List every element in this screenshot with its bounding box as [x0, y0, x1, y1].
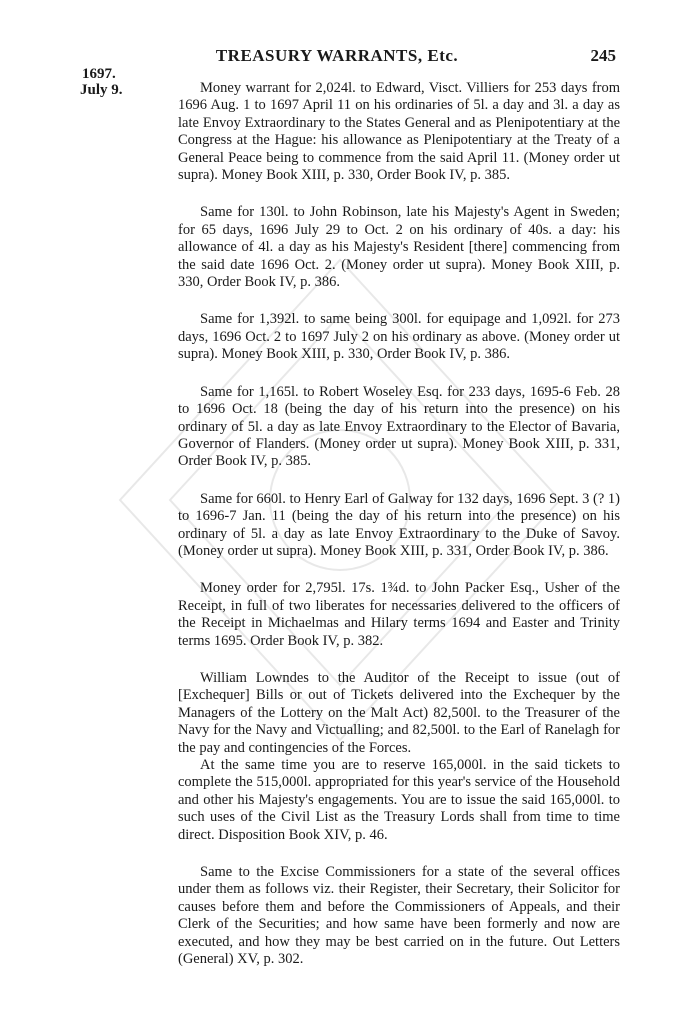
entry-robinson-2: Same for 1,392l. to same being 300l. for equipage and 1,092l. for 273 days, 1696 Oct. 2 to 1697 July 2 on his ordinary as above. (Money order ut supra). Money Book XIII, p. 330, Order Book IV, p. 386.: [178, 311, 620, 363]
page-header: [0, 46, 674, 68]
entry-excise: Same to the Excise Commissioners for a state of the several offices under them as follows viz. their Register, their Secretary, their Solicitor for causes before them and before the Commissioners of Appeals, and their Clerk of the Securities; and how same have been formerly and now are executed, and how they may be best carried on in the future. Out Letters (General) XV, p. 302.: [178, 864, 620, 968]
entry-robinson-1: Same for 130l. to John Robinson, late his Majesty's Agent in Sweden; for 65 days, 1696 July 29 to Oct. 2 on his ordinary of 40s. a day: his allowance of 4l. a day as his Majesty's Resident [there] commencing from the said date 1696 Oct. 2. (Money order ut supra). Money Book XIII, p. 330, Order Book IV, p. 386.: [178, 204, 620, 291]
entry-galway: Same for 660l. to Henry Earl of Galway for 132 days, 1696 Sept. 3 (? 1) to 1696-7 Jan. 11 (being the day of his return into the presence) on his ordinary of 5l. a day as late Envoy Extraordinary to the Duke of Savoy. (Money order ut supra). Money Book XIII, p. 331, Order Book IV, p. 386.: [178, 490, 620, 559]
entry-lowndes: William Lowndes to the Auditor of the Receipt to issue (out of [Exchequer] Bills or out of Tickets delivered into the Exchequer by the Managers of the Lottery on the Malt Act) 82,500l. to the Treasurer of the Navy for the Navy and Victualling; and 82,500l. to the Earl of Ranelagh for the pay and contingencies of the Forces.: [178, 669, 620, 756]
running-title: TREASURY WARRANTS, Etc.: [215, 46, 459, 65]
margin-date: July 9.: [80, 82, 123, 98]
margin-year: 1697.: [82, 66, 116, 82]
entry-lowndes-continued: At the same time you are to reserve 165,000l. in the said tickets to complete the 515,000l. appropriated for this year's service of the Household and other his Majesty's engagements. You are to issue the said 165,000l. to such uses of the Civil List as the Treasury Lords shall from time to time direct. Disposition Book XIV, p. 46.: [178, 757, 620, 843]
entry-woseley: Same for 1,165l. to Robert Woseley Esq. for 233 days, 1695-6 Feb. 28 to 1696 Oct. 18 (being the day of his return into the presence) on his ordinary of 5l. a day as late Envoy Extraordinary to the Elector of Bavaria, Governor of Flanders. (Money order ut supra). Money Book XIII, p. 331, Order Book IV, p. 385.: [178, 383, 620, 470]
entry-packer: Money order for 2,795l. 17s. 1¾d. to John Packer Esq., Usher of the Receipt, in full of two liberates for necessaries delivered to the officers of the Receipt in Michaelmas and Hilary terms 1694 and Easter and Trinity terms 1695. Order Book IV, p. 382.: [178, 580, 620, 649]
page-number: 245: [590, 46, 616, 65]
main-text: [178, 80, 620, 988]
entry-villiers: Money warrant for 2,024l. to Edward, Visct. Villiers for 253 days from 1696 Aug. 1 to 1697 April 11 on his ordinaries of 5l. a day and 3l. a day as late Envoy Extraordinary to the States General and as Plenipotentiary at the Congress at the Hague: his allowance as Plenipotentiary at the Treaty of a General Peace being to commence from the said April 11. (Money order ut supra). Money Book XIII, p. 330, Order Book IV, p. 385.: [178, 80, 620, 184]
